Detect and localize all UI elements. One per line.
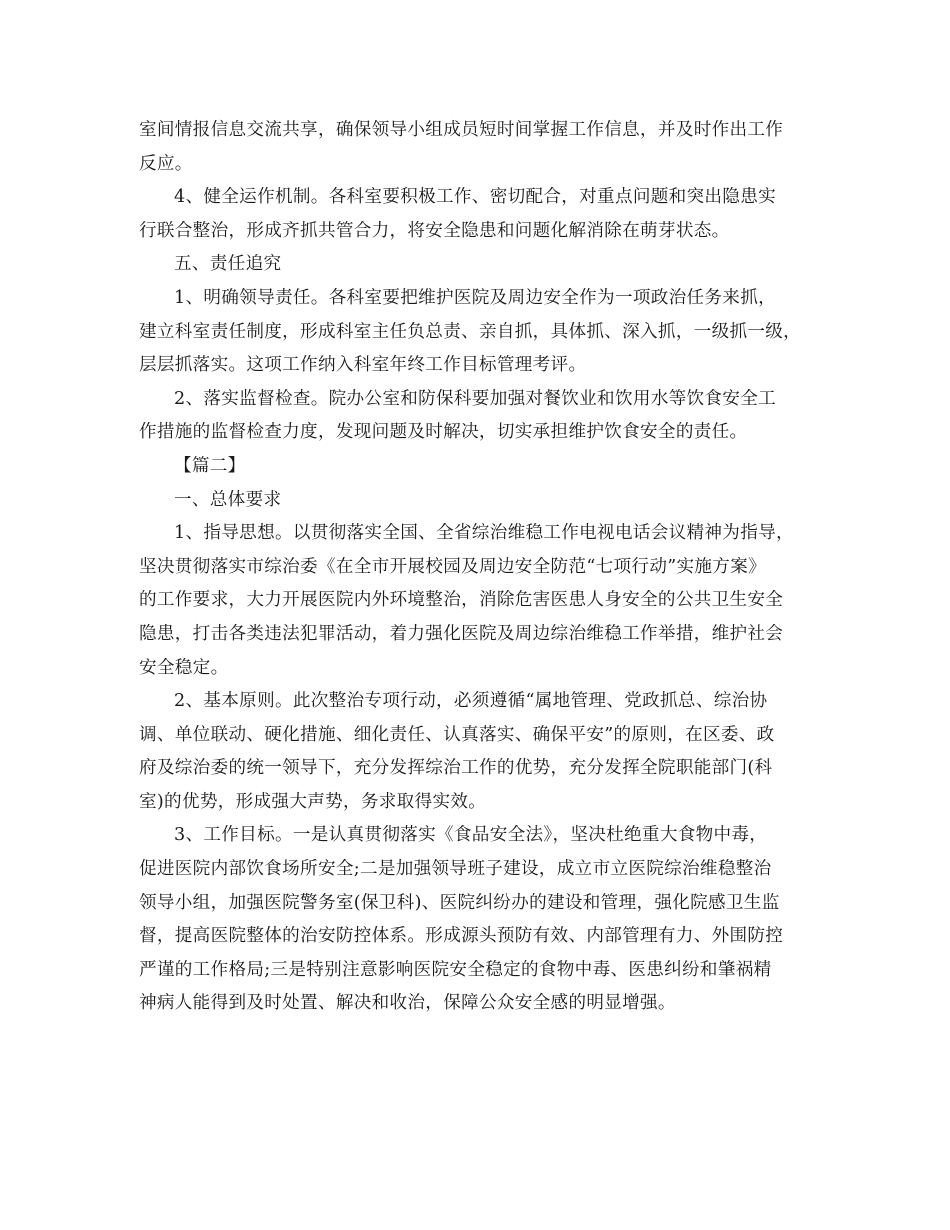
text-line: 隐患，打击各类违法犯罪活动，着力强化医院及周边综治维稳工作举措，维护社会 — [139, 623, 784, 644]
text-line: 1、明确领导责任。各科室要把维护医院及周边安全作为一项政治任务来抓， — [174, 287, 776, 308]
text-line: 一、总体要求 — [174, 489, 282, 510]
text-line: 室间情报信息交流共享，确保领导小组成员短时间掌握工作信息，并及时作出工作 — [139, 120, 784, 140]
text-line: 督，提高医院整体的治安防控体系。形成源头预防有效、内部管理有力、外围防控 — [139, 926, 784, 947]
text-line: 领导小组，加强医院警务室(保卫科)、医院纠纷办的建设和管理，强化院感卫生监 — [139, 892, 780, 913]
text-line: 府及综治委的统一领导下，充分发挥综治工作的优势，充分发挥全院职能部门(科 — [139, 758, 773, 779]
text-line: 五、责任追究 — [174, 254, 282, 275]
text-line: 调、单位联动、硬化措施、细化责任、认真落实、确保平安”的原则，在区委、政 — [139, 724, 775, 745]
text-line: 行联合整治，形成齐抓共管合力，将安全隐患和问题化解消除在萌芽状态。 — [139, 220, 730, 241]
text-line: 层层抓落实。这项工作纳入科室年终工作目标管理考评。 — [139, 355, 587, 376]
document-body — [139, 114, 829, 1021]
text-line: 2、基本原则。此次整治专项行动，必须遵循“属地管理、党政抓总、综治协 — [174, 691, 768, 712]
text-line: 安全稳定。 — [139, 657, 229, 678]
text-line: 作措施的监督检查力度，发现问题及时解决，切实承担维护饮食安全的责任。 — [139, 422, 748, 443]
text-line: 反应。 — [139, 153, 193, 174]
text-line: 促进医院内部饮食场所安全;二是加强领导班子建设，成立市立医院综治维稳整治 — [139, 859, 772, 880]
text-line: 室)的优势，形成强大声势，务求取得实效。 — [139, 791, 487, 812]
text-line: 的工作要求，大力开展医院内外环境整治，消除危害医患人身安全的公共卫生安全 — [139, 590, 784, 611]
text-line: 神病人能得到及时处置、解决和收治，保障公众安全感的明显增强。 — [139, 993, 676, 1014]
text-line: 坚决贯彻落实市综治委《在全市开展校园及周边安全防范“七项行动”实施方案》 — [139, 556, 766, 577]
text-line: 3、工作目标。一是认真贯彻落实《食品安全法》，坚决杜绝重大食物中毒， — [174, 825, 768, 846]
text-line: 严谨的工作格局;三是特别注意影响医院安全稳定的食物中毒、医患纠纷和肇祸精 — [139, 959, 772, 980]
text-line: 1、指导思想。以贯彻落实全国、全省综治维稳工作电视电话会议精神为指导， — [174, 523, 794, 544]
text-line: 建立科室责任制度，形成科室主任负总责、亲自抓，具体抓、深入抓，一级抓一级， — [139, 321, 802, 342]
text-line: 2、落实监督检查。院办公室和防保科要加强对餐饮业和饮用水等饮食安全工 — [174, 388, 776, 409]
text-line: 【篇二】 — [174, 455, 246, 476]
text-line: 4、健全运作机制。各科室要积极工作、密切配合，对重点问题和突出隐患实 — [174, 187, 776, 208]
